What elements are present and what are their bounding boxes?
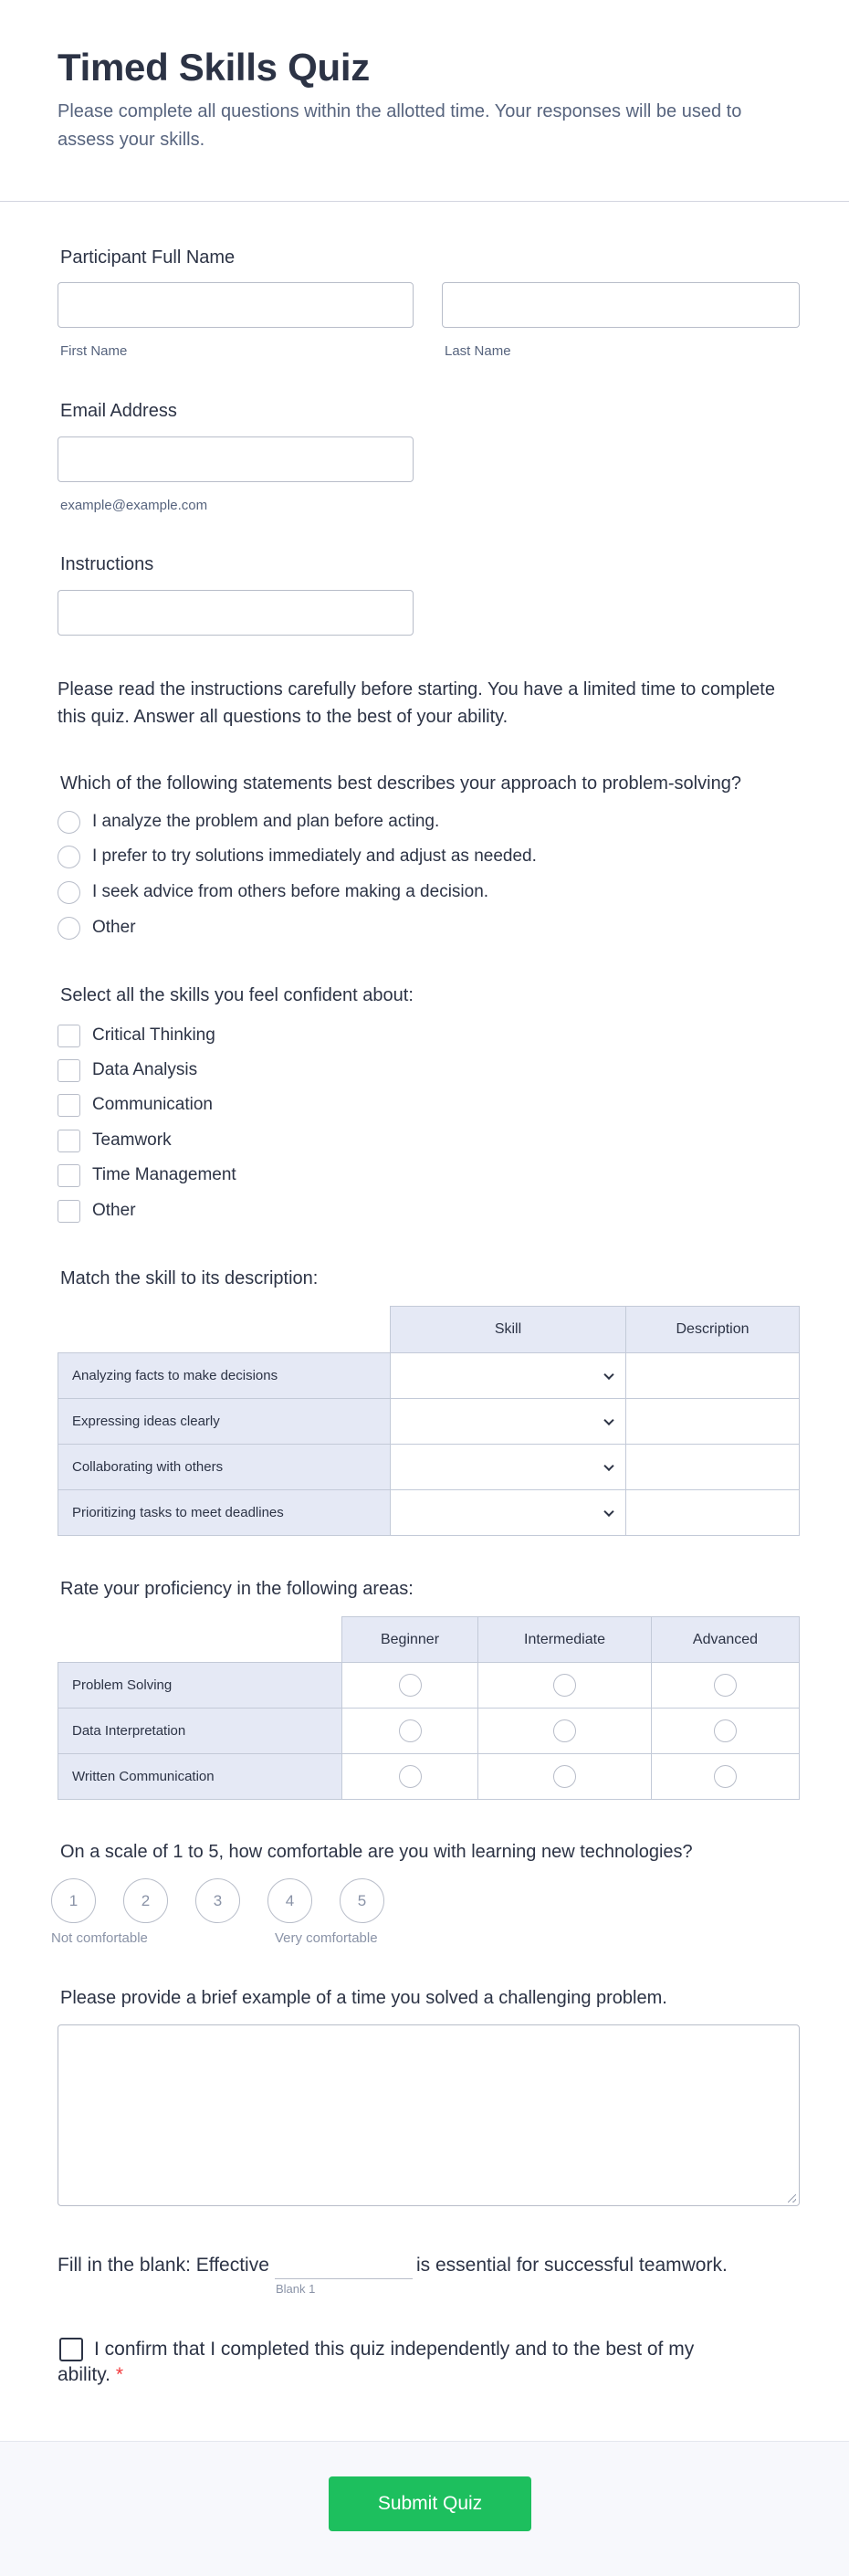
- radio-button[interactable]: [58, 917, 80, 940]
- match-table: [58, 1306, 800, 1536]
- skill-option[interactable]: Critical Thinking: [58, 1024, 215, 1047]
- instructions-label: Instructions: [60, 554, 154, 574]
- match-column-header: Skill: [391, 1307, 626, 1353]
- checkbox[interactable]: [58, 1059, 80, 1082]
- scale-option-4[interactable]: 4: [267, 1878, 312, 1923]
- description-cell[interactable]: [626, 1353, 800, 1399]
- rating-radio[interactable]: [714, 1719, 737, 1742]
- scale-option-1[interactable]: 1: [51, 1878, 96, 1923]
- rate-column-header: Advanced: [652, 1617, 800, 1663]
- page-title: Timed Skills Quiz: [58, 46, 370, 89]
- skill-option[interactable]: Data Analysis: [58, 1058, 197, 1082]
- checkbox[interactable]: [58, 1130, 80, 1152]
- skill-option[interactable]: Time Management: [58, 1163, 236, 1187]
- instructions-paragraph: Please read the instructions carefully before starting. You have a limited time to complete this quiz. Answer all questions to the best of your ability.: [58, 679, 775, 727]
- match-row-label: Prioritizing tasks to meet deadlines: [58, 1490, 391, 1536]
- confirm-checkbox[interactable]: [59, 2338, 83, 2361]
- match-row-label: Expressing ideas clearly: [58, 1399, 391, 1445]
- last-name-sublabel: Last Name: [445, 343, 511, 359]
- approach-option[interactable]: I seek advice from others before making a decision.: [58, 880, 488, 904]
- approach-question-label: Which of the following statements best describes your approach to problem-solving?: [60, 773, 741, 794]
- match-row-label: Analyzing facts to make decisions: [58, 1353, 391, 1399]
- blank-sublabel: Blank 1: [276, 2282, 316, 2296]
- chevron-down-icon: [603, 1506, 613, 1516]
- table-row: [58, 1490, 800, 1536]
- rating-matrix: [58, 1616, 800, 1800]
- email-sublabel: example@example.com: [60, 498, 208, 513]
- rate-row-label: Data Interpretation: [58, 1709, 342, 1754]
- table-row: [58, 1399, 800, 1445]
- skill-option[interactable]: Communication: [58, 1093, 213, 1117]
- instructions-input[interactable]: [58, 590, 414, 636]
- skill-dropdown[interactable]: [391, 1353, 626, 1399]
- example-textarea[interactable]: [58, 2024, 800, 2206]
- blank-suffix-text: is essential for successful teamwork.: [416, 2255, 728, 2276]
- form-header: [0, 0, 849, 202]
- rating-radio[interactable]: [553, 1765, 576, 1788]
- rate-column-header: Intermediate: [478, 1617, 652, 1663]
- example-question-label: Please provide a brief example of a time you solved a challenging problem.: [60, 1988, 667, 2008]
- skills-question-label: Select all the skills you feel confident about:: [60, 985, 414, 1005]
- scale-option-5[interactable]: 5: [340, 1878, 384, 1923]
- rating-radio[interactable]: [553, 1719, 576, 1742]
- scale-question-label: On a scale of 1 to 5, how comfortable are you with learning new technologies?: [60, 1842, 693, 1862]
- scale-low-label: Not comfortable: [51, 1930, 148, 1946]
- rating-radio[interactable]: [553, 1674, 576, 1697]
- chevron-down-icon: [603, 1369, 613, 1379]
- skill-dropdown[interactable]: [391, 1399, 626, 1445]
- resize-handle-icon[interactable]: [788, 2194, 796, 2203]
- table-row: [58, 1709, 800, 1754]
- radio-button[interactable]: [58, 811, 80, 834]
- table-row: [58, 1445, 800, 1490]
- match-question-label: Match the skill to its description:: [60, 1268, 319, 1288]
- rating-radio[interactable]: [399, 1765, 422, 1788]
- rating-radio[interactable]: [714, 1765, 737, 1788]
- confirm-label: I confirm that I completed this quiz independently and to the best of my ability. *: [58, 2339, 695, 2385]
- match-row-label: Collaborating with others: [58, 1445, 391, 1490]
- skill-option[interactable]: Teamwork: [58, 1129, 172, 1152]
- approach-option[interactable]: I analyze the problem and plan before acting.: [58, 810, 439, 834]
- table-row: [58, 1663, 800, 1709]
- skill-dropdown[interactable]: [391, 1445, 626, 1490]
- radio-button[interactable]: [58, 881, 80, 904]
- description-cell[interactable]: [626, 1445, 800, 1490]
- chevron-down-icon: [603, 1460, 613, 1470]
- rating-radio[interactable]: [399, 1719, 422, 1742]
- checkbox[interactable]: [58, 1025, 80, 1047]
- required-asterisk: *: [115, 2364, 123, 2385]
- blank-input[interactable]: [275, 2254, 413, 2279]
- email-label: Email Address: [60, 401, 177, 421]
- scale-option-3[interactable]: 3: [195, 1878, 240, 1923]
- scale-option-2[interactable]: 2: [123, 1878, 168, 1923]
- rating-radio[interactable]: [714, 1674, 737, 1697]
- skill-option[interactable]: Other: [58, 1199, 136, 1223]
- page-subtitle: Please complete all questions within the allotted time. Your responses will be used to assess your skills.: [58, 101, 742, 150]
- match-column-header: Description: [626, 1307, 800, 1353]
- first-name-input[interactable]: [58, 282, 414, 328]
- description-cell[interactable]: [626, 1490, 800, 1536]
- checkbox[interactable]: [58, 1164, 80, 1187]
- blank-prefix-text: Fill in the blank: Effective: [58, 2255, 269, 2276]
- scale-high-label: Very comfortable: [275, 1930, 378, 1946]
- first-name-sublabel: First Name: [60, 343, 128, 359]
- last-name-input[interactable]: [442, 282, 800, 328]
- email-input[interactable]: [58, 436, 414, 482]
- rate-row-label: Written Communication: [58, 1754, 342, 1800]
- radio-button[interactable]: [58, 846, 80, 868]
- checkbox[interactable]: [58, 1200, 80, 1223]
- full-name-label: Participant Full Name: [60, 247, 236, 268]
- checkbox[interactable]: [58, 1094, 80, 1117]
- skill-dropdown[interactable]: [391, 1490, 626, 1536]
- description-cell[interactable]: [626, 1399, 800, 1445]
- approach-option[interactable]: Other: [58, 916, 136, 940]
- chevron-down-icon: [603, 1414, 613, 1425]
- approach-option[interactable]: I prefer to try solutions immediately and adjust as needed.: [58, 845, 537, 868]
- rate-row-label: Problem Solving: [58, 1663, 342, 1709]
- table-row: [58, 1353, 800, 1399]
- rate-question-label: Rate your proficiency in the following areas:: [60, 1579, 414, 1599]
- rating-radio[interactable]: [399, 1674, 422, 1697]
- table-row: [58, 1754, 800, 1800]
- submit-button[interactable]: Submit Quiz: [329, 2476, 531, 2531]
- rate-column-header: Beginner: [342, 1617, 478, 1663]
